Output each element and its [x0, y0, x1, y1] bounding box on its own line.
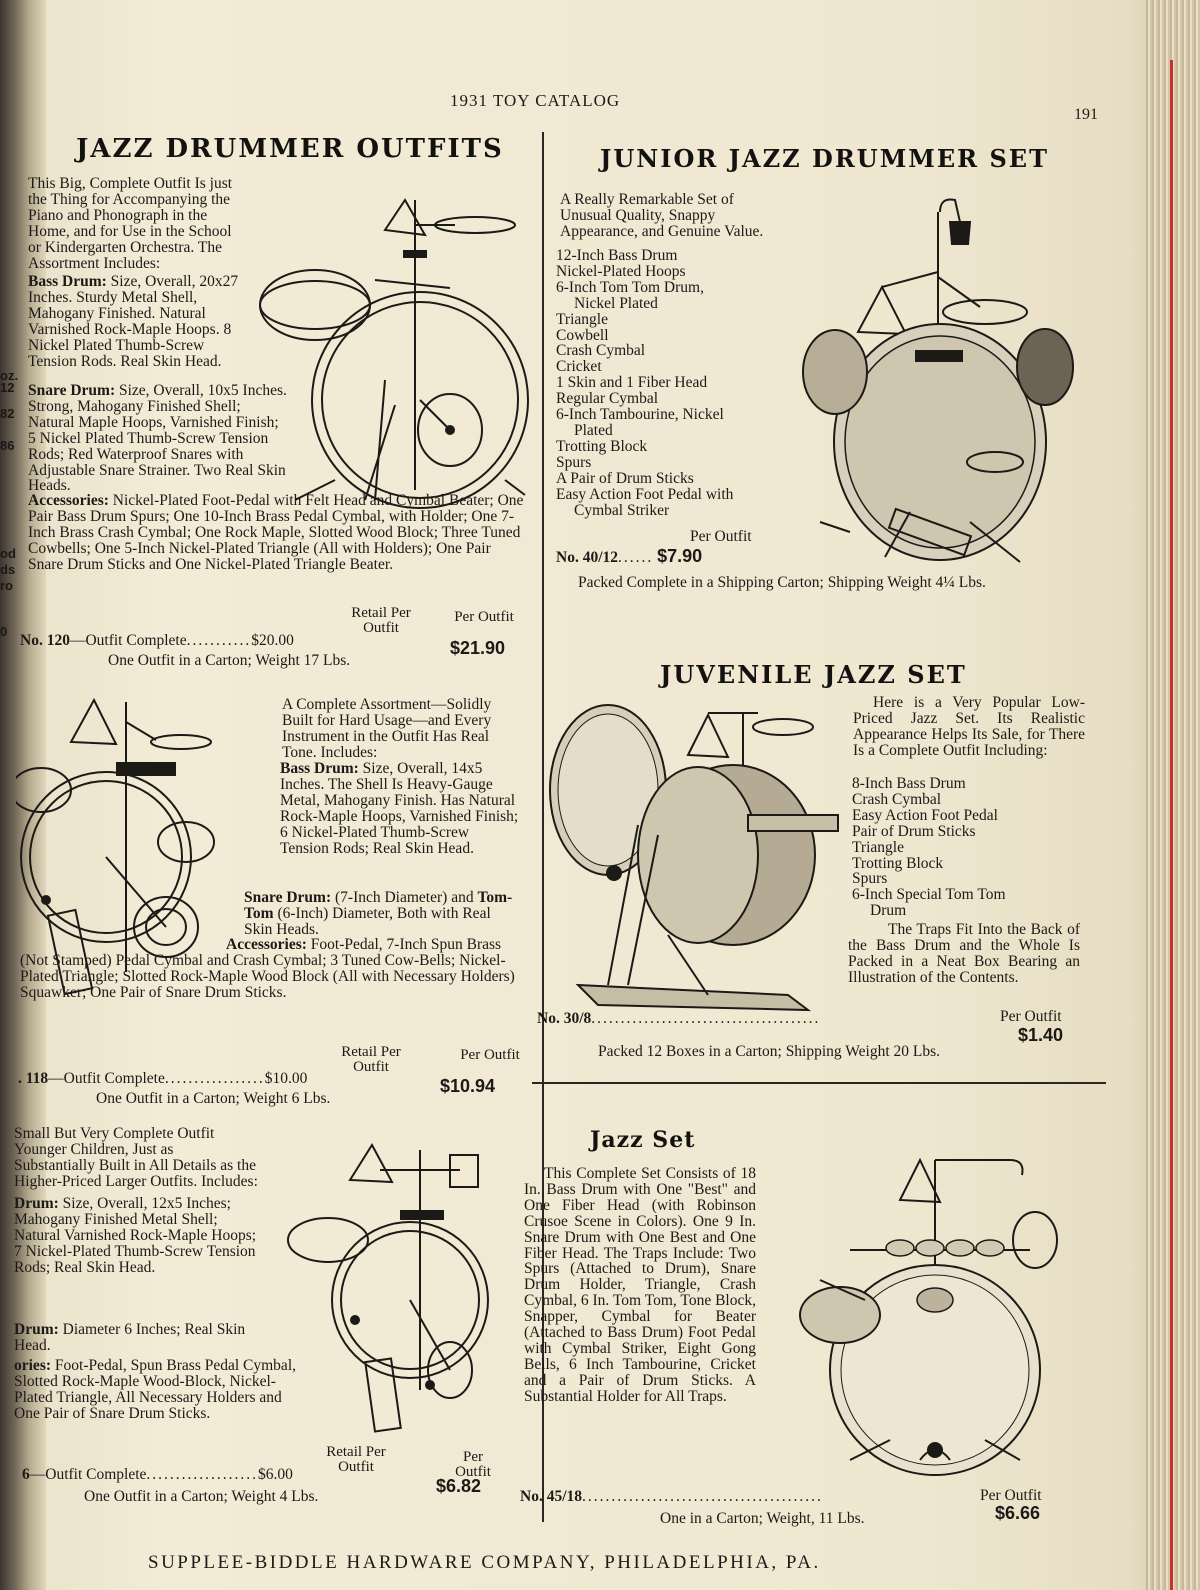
jazz-set-45-illustration	[790, 1140, 1080, 1485]
junior-set-intro: A Really Remarkable Set of Unusual Quality, Snappy Appearance, and Genuine Value.	[560, 191, 764, 240]
jazz-set-text: This Complete Set Consists of 18 In. Bass Drum with One "Best" and One Fiber Head (with Robinson Crusoe Scene in Colors). One 9 In. Snare Drum with One Best and One Fiber Head. The Traps Include: Two Spurs (Attached to Drum), Snare Drum Holder, Triangle, Crash Cymbal, 6 In. Tom Tom, Tone Block, Snapper, Cymbal for Beater (Attached to Bass Drum) Foot Pedal with Cymbal Striker, Eight Gong Bells, 6 Inch Tambourine, Cricket and a Pair of Drum Sticks. A Substantial Holder for All Traps.	[524, 1165, 756, 1405]
section-title-juvenile-jazz-set: JUVENILE JAZZ SET	[660, 660, 967, 689]
outfit-118-snare-tomtom	[244, 890, 520, 938]
section-title-jazz-drummer-outfits: JAZZ DRUMMER OUTFITS	[76, 134, 504, 164]
accessories-text: Foot-Pedal, Spun Brass Pedal Cymbal, Slotted Rock-Maple Wood-Block, Nickel-Plated Triangle, All Necessary Holders and One Pair of Snare Drum Sticks.	[14, 1357, 296, 1422]
tom-tom-label: Tom-Tom	[244, 889, 513, 922]
outfit-small-accessories	[14, 1358, 296, 1422]
margin-fragment: oz.	[0, 368, 18, 383]
outfit-120-intro: This Big, Complete Outfit Is just the Thing for Accompanying the Piano and Phonograph in the Home, and for Use in the School or Kindergarten Orchestra. The Assortment Includes:	[28, 175, 233, 272]
list-item: Spurs	[556, 453, 592, 471]
list-item: Crash Cymbal	[556, 342, 646, 360]
retail-label: Retail Per Outfit	[341, 1044, 401, 1075]
list-item: Easy Action Foot Pedal	[852, 806, 998, 824]
page-stack-edge	[1146, 0, 1200, 1590]
accessories-label: Accessories:	[226, 936, 307, 953]
item-label: —Outfit Complete	[48, 1070, 165, 1087]
outfit-small-intro: Small But Very Complete Outfit Younger Children, Just as Substantially Built in All Details as the Higher-Priced Larger Outfits. Includes:	[14, 1125, 258, 1190]
retail-price: $10.00	[264, 1070, 308, 1087]
list-item: 6-Inch Tambourine, Nickel	[556, 406, 724, 424]
juvenile-set-items	[852, 776, 1084, 919]
outfit-118-packing: One Outfit in a Carton; Weight 6 Lbs.	[96, 1090, 331, 1107]
item-number: No. 45/18	[520, 1488, 582, 1505]
outfit-118-intro: A Complete Assortment—Solidly Built for Hard Usage—and Every Instrument in the Outfit Has Real Tone. Includes:	[282, 696, 492, 761]
outfit-120-snare-drum	[28, 383, 290, 494]
list-item: Triangle	[556, 310, 608, 328]
outfit-118-price: $10.94	[440, 1076, 496, 1096]
juvenile-drum-set-illustration	[548, 695, 848, 1020]
section-title-junior-jazz-drummer-set: JUNIOR JAZZ DRUMMER SET	[600, 144, 1049, 173]
margin-fragment: 86	[0, 438, 15, 453]
snare-drum-label: Snare Drum:	[28, 382, 116, 399]
accessories-label: Accessories:	[28, 492, 109, 509]
list-item: Drum	[870, 902, 907, 920]
list-item: 8-Inch Bass Drum	[852, 775, 966, 792]
bass-drum-text: Size, Overall, 14x5 Inches. The Shell Is Heavy-Gauge Metal, Mahogany Finish. Has Natural Rock-Maple Hoops, Varnished Finish; 6 Nickel-Plated Thumb-Screw Tension Rods; Real Skin Head.	[280, 760, 519, 857]
per-outfit-label: Per Outfit	[460, 1047, 520, 1063]
list-item: Easy Action Foot Pedal with	[556, 485, 734, 503]
outfit-small-packing: One Outfit in a Carton; Weight 4 Lbs.	[84, 1488, 319, 1505]
retail-price: $20.00	[251, 632, 294, 649]
jazz-set-price: $6.66	[995, 1503, 1041, 1523]
margin-fragment: ds	[0, 562, 16, 577]
item-number: . 118	[18, 1070, 49, 1087]
item-number: No. 120	[20, 632, 70, 649]
page-number: 191	[1074, 106, 1098, 123]
item-label: —Outfit Complete	[69, 632, 187, 649]
list-item: A Pair of Drum Sticks	[556, 469, 694, 487]
list-item: Nickel Plated	[574, 294, 658, 312]
margin-fragment: 12	[0, 380, 15, 395]
juvenile-set-intro	[853, 695, 1085, 759]
bass-drum-label: Bass Drum:	[28, 273, 107, 290]
per-outfit-label: Per Outfit	[980, 1487, 1042, 1504]
accessories-label: ories:	[14, 1357, 52, 1374]
margin-fragment: od	[0, 546, 16, 561]
snare-drum-label: Snare Drum:	[244, 889, 332, 906]
list-item: Triangle	[852, 838, 904, 856]
jazz-set-packing: One in a Carton; Weight, 11 Lbs.	[660, 1510, 865, 1527]
outfit-small-price: $6.82	[436, 1476, 482, 1496]
list-item: Regular Cymbal	[556, 390, 659, 408]
list-item: Plated	[574, 421, 613, 439]
outfit-118-bass-drum	[280, 761, 520, 856]
outfit-small-order-line: 6—Outfit Complete...................$6.00	[22, 1466, 293, 1483]
per-outfit-label: Per Outfit	[1000, 1008, 1062, 1025]
margin-fragment: 0	[0, 624, 8, 639]
outfit-120-bass-drum	[28, 274, 240, 369]
per-outfit-label: Per Outfit	[454, 609, 514, 625]
outfit-118-order-line: . 118—Outfit Complete.................$10.00	[18, 1070, 308, 1087]
juvenile-closing-text: The Traps Fit Into the Back of the Bass Drum and the Whole Is Packed in a Neat Box Bearing an Illustration of the Contents.	[848, 921, 1080, 986]
outfit-120-price: $21.90	[450, 638, 506, 658]
retail-label: Retail Per Outfit	[326, 1444, 386, 1475]
outfit-118-accessories	[20, 937, 520, 1001]
jazz-set-description	[524, 1166, 756, 1405]
list-item: Spurs	[852, 870, 888, 888]
snare-drum-text: (7-Inch Diameter) and	[335, 889, 474, 906]
juvenile-set-price: $1.40	[1018, 1025, 1064, 1045]
juvenile-set-closing	[848, 922, 1080, 986]
snare-drum-text: Diameter 6 Inches; Real Skin Head.	[14, 1321, 246, 1354]
junior-drum-set-illustration	[790, 192, 1075, 567]
binding-red-line	[1170, 60, 1173, 1590]
accessories-text: Foot-Pedal, 7-Inch Spun Brass (Not Stamped) Pedal Cymbal and Crash Cymbal; 3 Tuned Cow-Bells; Nickel-Plated Triangle; Slotted Rock-Maple Wood Block (All with Necessary Holders) Squawker; One Pair of Snare Drum Sticks.	[20, 936, 515, 1001]
juvenile-intro-text: Here is a Very Popular Low-Priced Jazz Set. Its Realistic Appearance Helps Its Sale, for There Is a Complete Outfit Including:	[853, 694, 1085, 759]
bass-drum-label: Bass Drum:	[280, 760, 359, 777]
junior-set-order-line: No. 40/12...... $7.90	[556, 546, 703, 566]
list-item: 12-Inch Bass Drum	[556, 247, 678, 264]
outfit-120-accessories	[28, 493, 524, 573]
per-outfit-label: Per Outfit	[690, 528, 752, 545]
section-title-jazz-set: Jazz Set	[590, 1127, 696, 1153]
list-item: Nickel-Plated Hoops	[556, 262, 686, 280]
bass-drum-text: Size, Overall, 20x27 Inches. Sturdy Metal Shell, Mahogany Finished. Natural Varnished Rock-Maple Hoops. 8 Nickel Plated Thumb-Screw Tension Rods. Real Skin Head.	[28, 273, 239, 370]
list-item: 6-Inch Special Tom Tom	[852, 886, 1006, 904]
outfit-small-snare-drum	[14, 1322, 258, 1354]
accessories-text: Nickel-Plated Foot-Pedal with Felt Head and Cymbal Beater; One Pair Bass Drum Spurs; One 10-Inch Brass Pedal Cymbal, with Holder; One 7-Inch Brass Crash Cymbal; One Rock Maple, Slotted Wood Block; Three Tuned Cowbells; One 5-Inch Nickel-Plated Triangle (All with Holders); One Pair Snare Drum Sticks and One Nickel-Plated Triangle Beater.	[28, 492, 524, 573]
margin-fragment: ro	[0, 578, 13, 593]
outfit-small-bass-drum	[14, 1196, 258, 1276]
drum-outfit-120-illustration	[255, 180, 530, 515]
snare-drum-text: Size, Overall, 10x5 Inches. Strong, Mahogany Finished Shell; Natural Maple Hoops, Varnished Finish; 5 Nickel Plated Thumb-Screw Tension Rods; Red Waterproof Snares with Adjustable Snare Strainer. Two Real Skin Heads.	[28, 382, 287, 495]
junior-set-packing: Packed Complete in a Shipping Carton; Shipping Weight 4¼ Lbs.	[578, 574, 986, 591]
retail-price: $6.00	[258, 1466, 293, 1483]
list-item: Crash Cymbal	[852, 790, 942, 808]
drum-outfit-small-illustration	[280, 1130, 495, 1440]
list-item: Trotting Block	[852, 854, 944, 872]
retail-label: Retail Per Outfit	[351, 605, 411, 636]
tom-tom-text: (6-Inch) Diameter, Both with Real Skin Heads.	[244, 904, 491, 938]
margin-fragment: 82	[0, 406, 15, 421]
juvenile-set-order-line: No. 30/8.......................................	[537, 1010, 821, 1027]
list-item: 1 Skin and 1 Fiber Head	[556, 374, 708, 392]
list-item: Cymbal Striker	[574, 501, 670, 519]
list-item: 6-Inch Tom Tom Drum,	[556, 278, 704, 296]
snare-drum-label: Drum:	[14, 1321, 59, 1338]
list-item: Cricket	[556, 358, 602, 376]
item-number: No. 30/8	[537, 1010, 592, 1027]
outfit-120-order-line: No. 120—Outfit Complete...........$20.00	[20, 632, 294, 649]
section-divider	[532, 1082, 1106, 1084]
list-item: Pair of Drum Sticks	[852, 822, 976, 840]
junior-set-items	[556, 248, 796, 518]
item-number: 6	[22, 1466, 30, 1483]
list-item: Trotting Block	[556, 437, 648, 455]
bass-drum-label: Drum:	[14, 1195, 59, 1212]
jazz-set-order-line: No. 45/18.........................................	[520, 1488, 823, 1505]
junior-set-price: $7.90	[657, 546, 703, 566]
list-item: Cowbell	[556, 326, 609, 344]
outfit-120-packing: One Outfit in a Carton; Weight 17 Lbs.	[108, 652, 351, 669]
catalog-header: 1931 TOY CATALOG	[450, 91, 621, 110]
bass-drum-text: Size, Overall, 12x5 Inches; Mahogany Finished Metal Shell; Natural Varnished Rock-Maple Hoops; 7 Nickel-Plated Thumb-Screw Tension Rods; Real Skin Head.	[14, 1195, 257, 1276]
item-label: —Outfit Complete	[29, 1466, 147, 1483]
per-outfit-label: Per Outfit	[455, 1449, 491, 1480]
publisher-footer: SUPPLEE-BIDDLE HARDWARE COMPANY, PHILADELPHIA, PA.	[148, 1552, 821, 1573]
juvenile-set-packing: Packed 12 Boxes in a Carton; Shipping Weight 20 Lbs.	[598, 1043, 941, 1060]
item-number: No. 40/12	[556, 549, 618, 566]
